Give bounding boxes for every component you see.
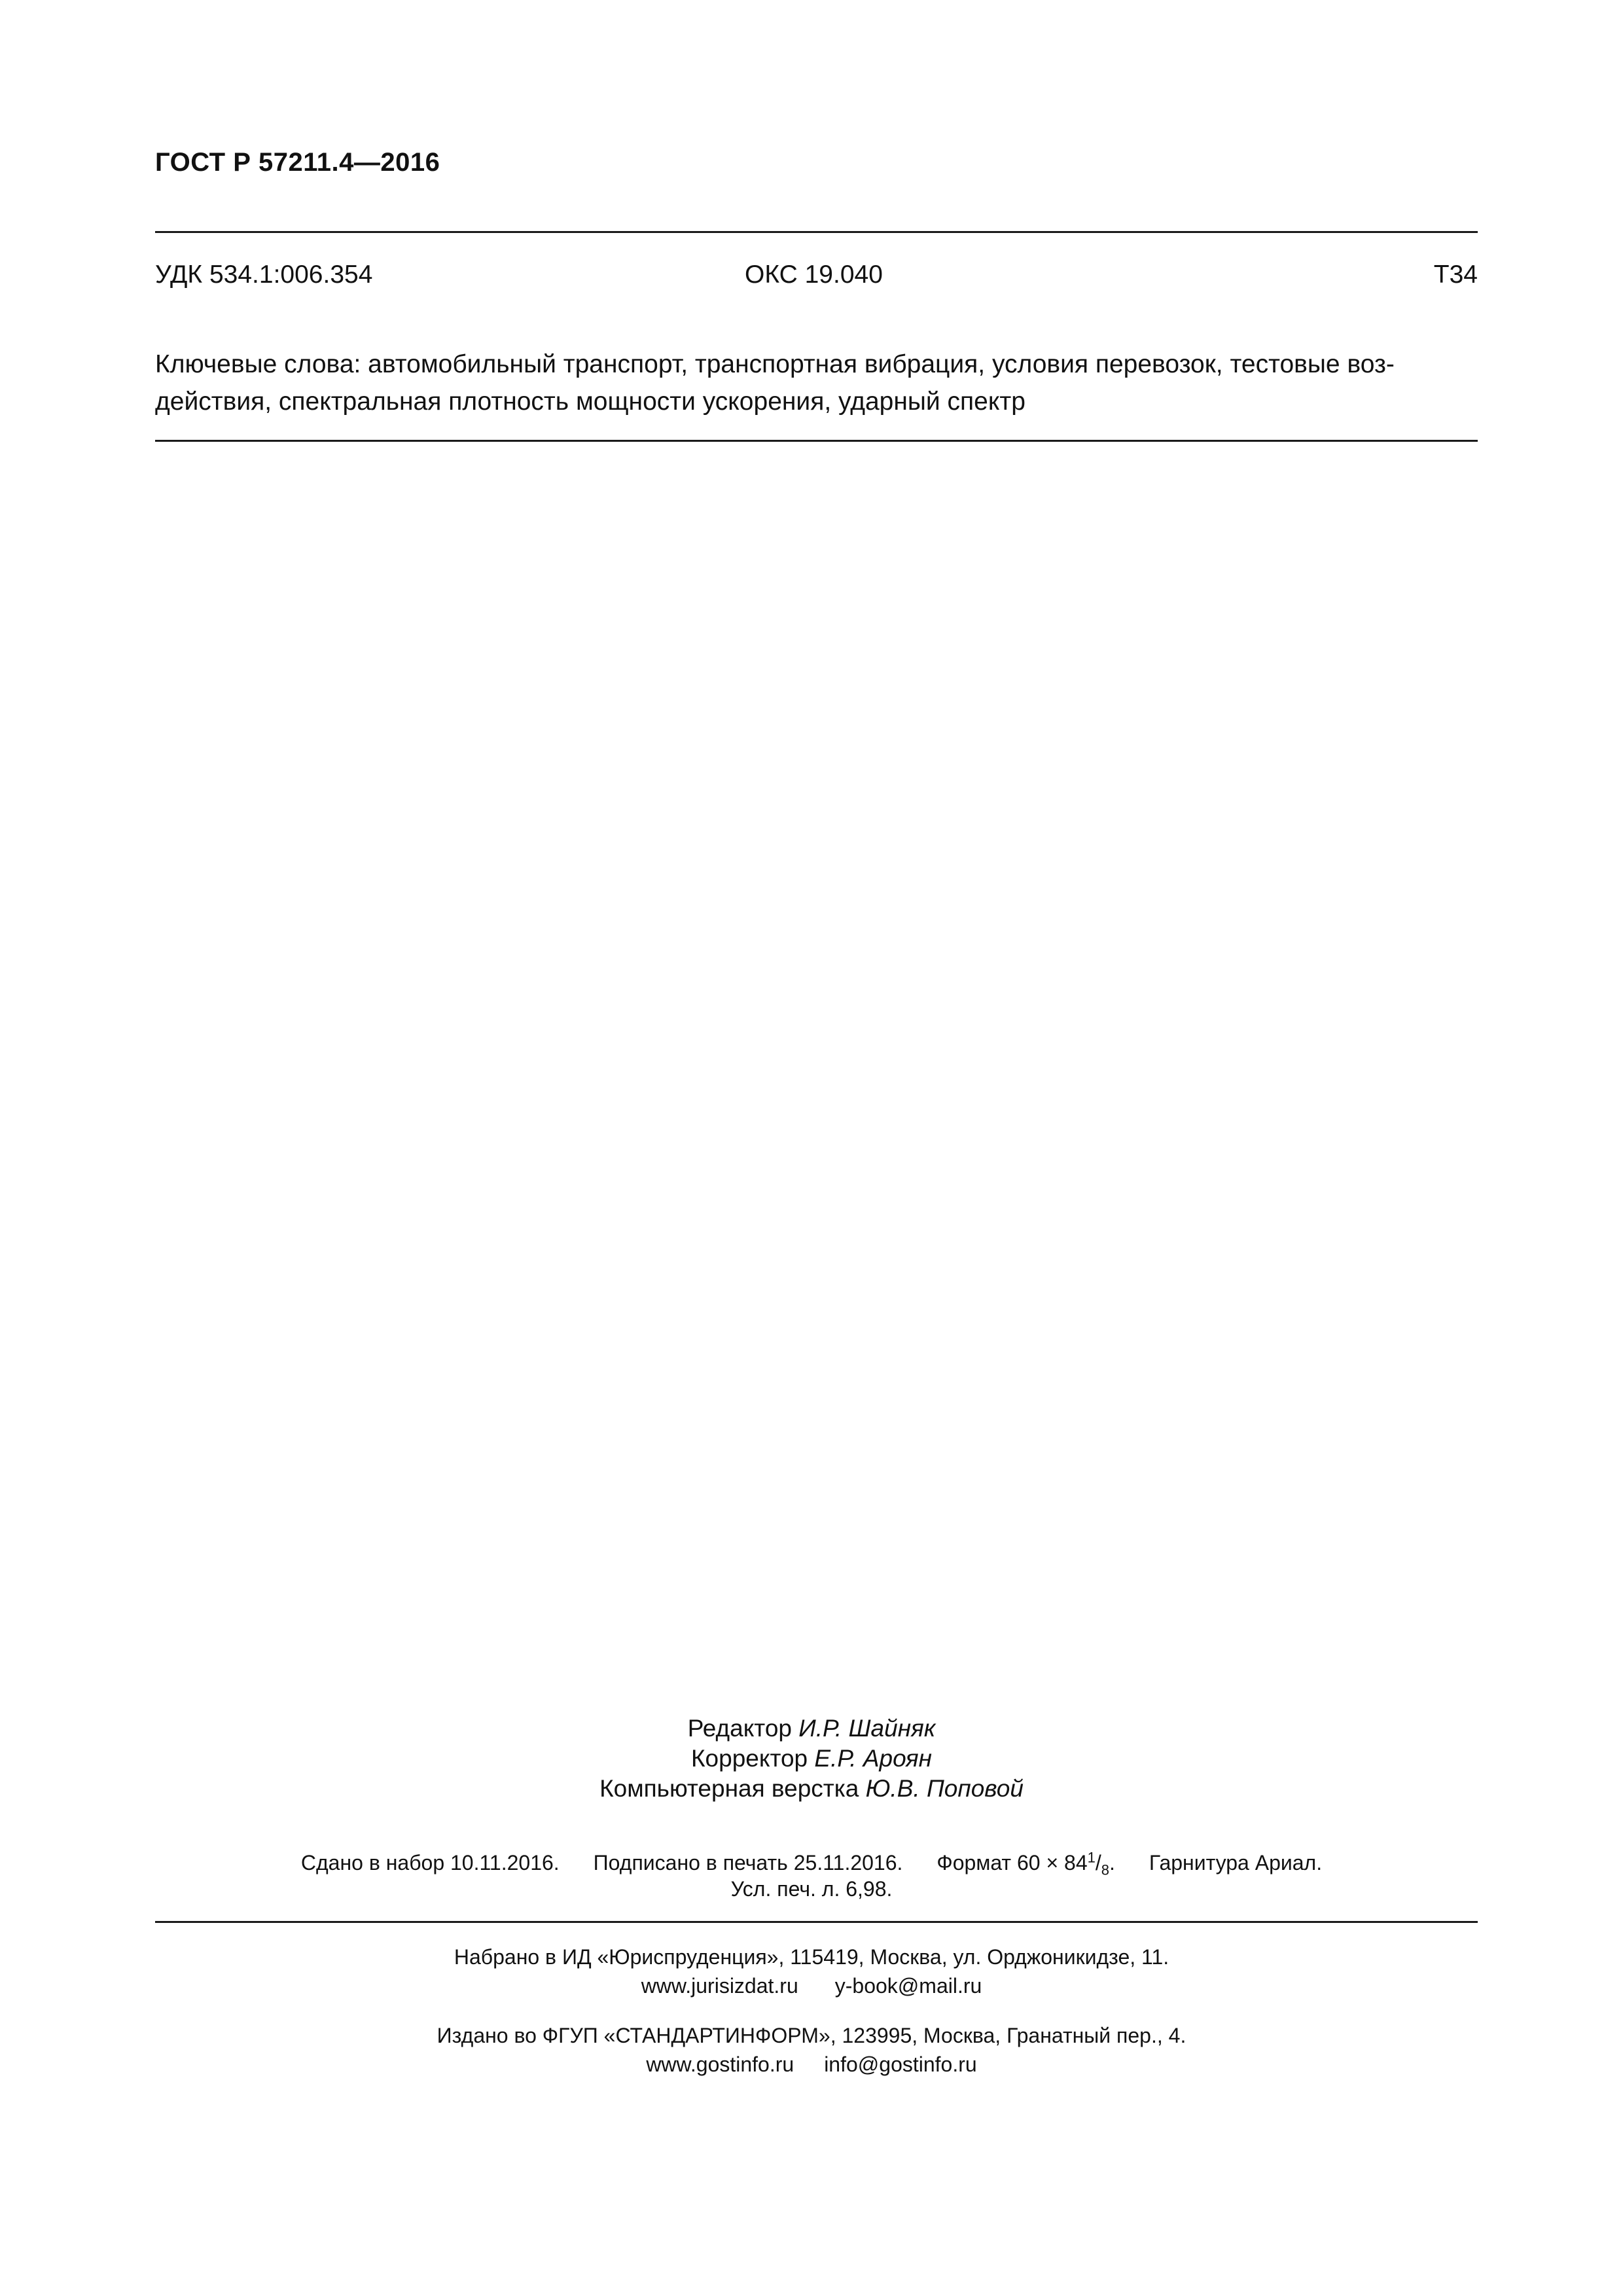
corrector-line: Корректор Е.Р. Ароян [690, 1745, 933, 1772]
publisher-address: Издано во ФГУП «СТАНДАРТИНФОРМ», 123995, Москва, Гранатный пер., 4. [437, 2024, 1186, 2047]
keywords-line-1: Ключевые слова: автомобильный транспорт, транспортная вибрация, условия перевозок, тестовые воз- [155, 350, 1395, 378]
submitted-date: Сдано в набор 10.11.2016. [300, 1851, 560, 1874]
editor-line: Редактор И.Р. Шайняк [687, 1715, 936, 1742]
publisher-website-link[interactable]: www.gostinfo.ru [646, 2053, 794, 2076]
typeset-address: Набрано в ИД «Юриспруденция», 115419, Москва, ул. Орджоникидзе, 11. [454, 1945, 1169, 1969]
corrector-name: Е.Р. Ароян [814, 1745, 933, 1772]
publisher-block [0, 2021, 1623, 2079]
layout-name: Ю.В. Поповой [865, 1775, 1024, 1802]
keywords-divider [155, 440, 1478, 442]
print-info [0, 1850, 1623, 1902]
keywords-line-2: действия, спектральная плотность мощности ускорения, ударный спектр [155, 387, 1026, 416]
typeface: Гарнитура Ариал. [1149, 1851, 1323, 1874]
publisher-email-link[interactable]: info@gostinfo.ru [824, 2053, 977, 2076]
top-divider [155, 231, 1478, 233]
publisher-contacts [0, 2050, 1623, 2079]
bottom-divider [155, 1921, 1478, 1923]
credits-block [0, 1713, 1623, 1804]
typeset-block [0, 1943, 1623, 2000]
oks-code: ОКС 19.040 [745, 260, 883, 289]
typeset-contacts [0, 1971, 1623, 2000]
print-info-line-1 [0, 1850, 1623, 1876]
udk-code: УДК 534.1:006.354 [155, 260, 373, 289]
typeset-email-link[interactable]: y-book@mail.ru [834, 1974, 982, 1998]
paper-format: Формат $60 \times 84^1/_8$. [936, 1849, 1115, 1878]
typeset-website-link[interactable]: www.jurisizdat.ru [641, 1974, 798, 1998]
layout-line: Компьютерная верстка Ю.В. Поповой [599, 1775, 1024, 1802]
print-sheets: Усл. печ. л. 6,98. [730, 1877, 893, 1901]
editor-name: И.Р. Шайняк [798, 1715, 936, 1742]
signed-date: Подписано в печать 25.11.2016. [593, 1851, 903, 1874]
standard-code: ГОСТ Р 57211.4—2016 [155, 148, 440, 177]
keywords-block [155, 346, 1478, 420]
t-code: Т34 [1433, 260, 1478, 289]
